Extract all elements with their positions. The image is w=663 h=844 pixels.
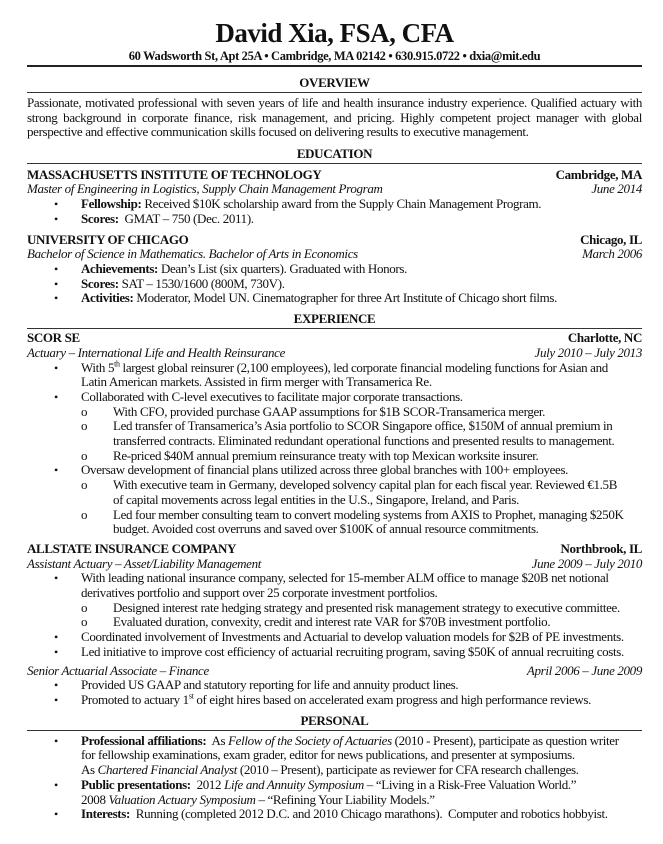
candidate-name: David Xia, FSA, CFA [215, 18, 454, 48]
job-dates: June 2009 – July 2010 [531, 555, 642, 571]
list-item: • Coordinated involvement of Investments and Actuarial to develop valuation models for $2B of PE investments. [54, 630, 630, 645]
job-dates: July 2010 – July 2013 [534, 344, 642, 360]
list-item-interests: • Interests: Running (completed 2012 D.C. and 2010 Chicago marathons). Computer and robotics hobbyist. [54, 807, 624, 822]
list-item: • Activities: Moderator, Model UN. Cinematographer for three Art Institute of Chicago short films. [54, 291, 642, 306]
overview-text: Passionate, motivated professional with seven years of life and health insurance industry experience. Qualified actuary with strong background in corporate finance, risk management, and pricing. Highly competent project manager with global perspective and effective communication skills focused on delivering results to executive management. [27, 95, 642, 140]
job-title: Assistant Actuary – Asset/Liability Management [27, 555, 262, 571]
degree-date: March 2006 [582, 246, 642, 262]
sub-list-item: o Evaluated duration, convexity, credit and interest rate VAR for $70B investment portfolio. [81, 615, 630, 630]
header-rule [27, 65, 642, 67]
list-item: • With 5th largest global reinsurer (2,100 employees), led corporate financial modeling functions for Asian and Latin American markets. Assisted in firm merger with Transamerica Re. [54, 361, 624, 390]
list-item: • Provided US GAAP and statutory reporting for life and annuity product lines. [54, 678, 642, 693]
sub-list-item: o With executive team in Germany, developed solvency capital plan for each fiscal year. Reviewed €1.5B of capital movements across legal entities in the U.S., Singapore, Ireland, and Paris. [81, 478, 624, 507]
sub-list-item: o With CFO, provided purchase GAAP assumptions for $1B SCOR-Transamerica merger. [81, 405, 624, 420]
list-item-affiliations: • Professional affiliations: As Fellow of the Society of Actuaries (2010 - Present), participate as question writer for fellowship examinations, exam grader, editor for news publications, and presenter at symposiums. As Chartered Financial Analyst (2010 – Present), participate as reviewer for CFA research challenges. [54, 734, 624, 778]
degree: Master of Engineering in Logistics, Supply Chain Management Program [27, 181, 383, 197]
list-item: • Promoted to actuary 1st of eight hires based on accelerated exam progress and high performance reviews. [54, 693, 642, 708]
section-title-overview: OVERVIEW [27, 75, 642, 93]
education-entry-mit [27, 168, 642, 227]
contact-line: 60 Wadsworth St, Apt 25A • Cambridge, MA 02142 • 630.915.0722 • dxia@mit.edu [128, 49, 541, 63]
school-location: Cambridge, MA [555, 166, 642, 182]
list-item-presentations: • Public presentations: 2012 Life and Annuity Symposium – “Living in a Risk-Free Valuation World.” 2008 Valuation Actuary Symposium – “Refining Your Liability Models.” [54, 778, 624, 807]
list-item: • Oversaw development of financial plans utilized across three global branches with 100+ employees. o With executive team in Germany, developed solvency capital plan for each fiscal year. Reviewed €1.5B of capital movements across legal entities in the U.S., Singapore, Ireland, and Paris. o Led four member consulting team to convert modeling systems from AXIS to Prophet, managing $250K budget. Avoided cost overruns and saved over $100K of annual resource commitments. [54, 463, 624, 537]
sub-list-item: o Led transfer of Transamerica’s Asia portfolio to SCOR Singapore office, $150M of annual premium in transferred contracts. Eliminated redundant operational functions and presented results to management. [81, 419, 624, 448]
sub-list-item: o Designed interest rate hedging strategy and presented risk management strategy to executive committee. [81, 601, 630, 616]
education-entry-uchicago [27, 233, 642, 307]
job-title: Senior Actuarial Associate – Finance [27, 662, 209, 678]
sub-list-item: o Re-priced $40M annual premium reinsurance treaty with top Mexican worksite insurer. [81, 449, 624, 464]
job-dates: April 2006 – June 2009 [526, 662, 642, 678]
list-item: • Led initiative to improve cost efficiency of actuarial recruiting program, saving $50K of annual recruiting costs. [54, 645, 630, 660]
school-name: MASSACHUSETTS INSTITUTE OF TECHNOLOGY [27, 166, 322, 182]
job-title: Actuary – International Life and Health Reinsurance [27, 344, 285, 360]
section-title-personal: PERSONAL [27, 713, 642, 731]
list-item: • Achievements: Dean’s List (six quarters). Graduated with Honors. [54, 262, 642, 277]
degree: Bachelor of Science in Mathematics. Bachelor of Arts in Economics [27, 246, 358, 262]
list-item: • With leading national insurance company, selected for 15-member ALM office to manage $20B net notional derivatives portfolio and support over 25 corporate investment portfolios. o Designed interest rate hedging strategy and presented risk management strategy to executive committee. o Evaluated duration, convexity, credit and interest rate VAR for $70B investment portfolio. [54, 571, 630, 630]
experience-entry-allstate [27, 542, 642, 708]
company-name: SCOR SE [27, 330, 80, 346]
list-item: • Scores: GMAT – 750 (Dec. 2011). [54, 212, 642, 227]
list-item: • Fellowship: Received $10K scholarship award from the Supply Chain Management Program. [54, 197, 642, 212]
company-name: ALLSTATE INSURANCE COMPANY [27, 540, 237, 556]
company-location: Northbrook, IL [560, 540, 642, 556]
company-location: Charlotte, NC [567, 330, 642, 346]
experience-entry-scor [27, 331, 642, 537]
list-item: • Scores: SAT – 1530/1600 (800M, 730V). [54, 277, 642, 292]
degree-date: June 2014 [591, 181, 642, 197]
section-title-experience: EXPERIENCE [27, 311, 642, 329]
section-title-education: EDUCATION [27, 146, 642, 164]
sub-list-item: o Led four member consulting team to convert modeling systems from AXIS to Prophet, managing $250K budget. Avoided cost overruns and saved over $100K of annual resource commitments. [81, 508, 624, 537]
school-location: Chicago, IL [580, 231, 642, 247]
list-item: • Collaborated with C-level executives to facilitate major corporate transactions. o With CFO, provided purchase GAAP assumptions for $1B SCOR-Transamerica merger. o Led transfer of Transamerica’s Asia portfolio to SCOR Singapore office, $150M of annual premium in transferred contracts. Eliminated redundant operational functions and presented results to management. o Re-priced $40M annual premium reinsurance treaty with top Mexican worksite insurer. [54, 390, 624, 464]
school-name: UNIVERSITY OF CHICAGO [27, 231, 189, 247]
